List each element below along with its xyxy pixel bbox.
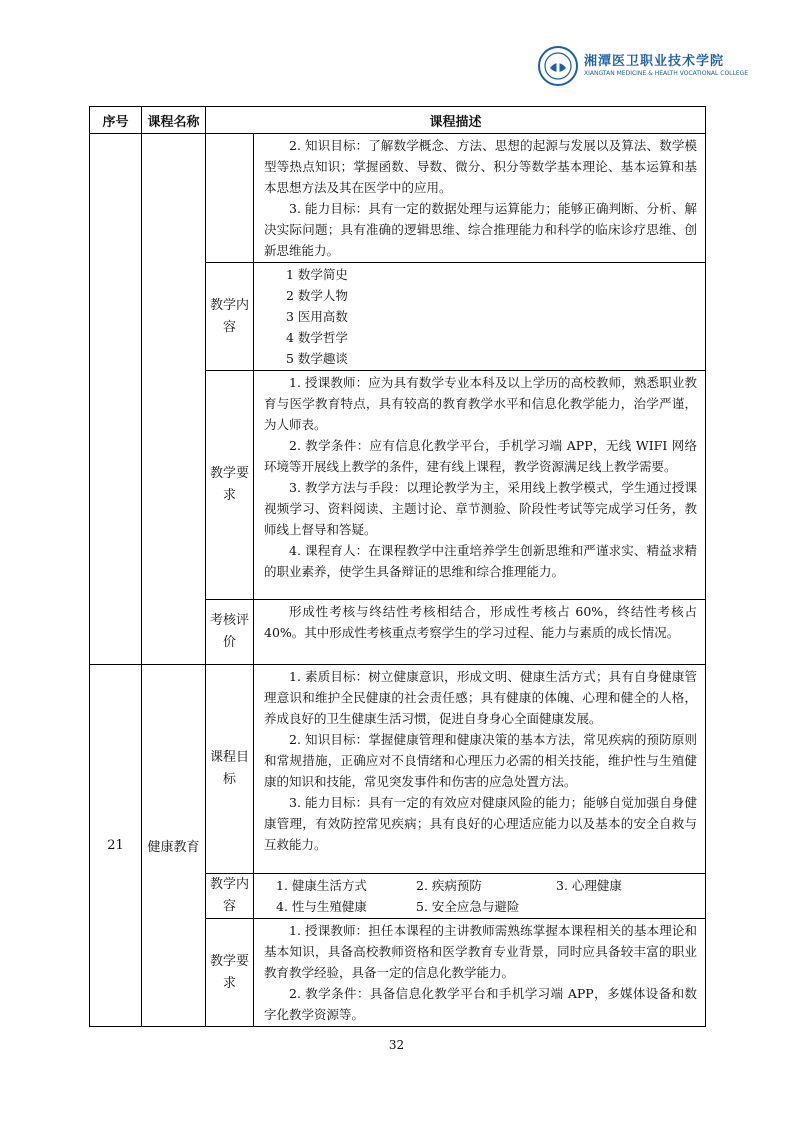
row21-req-label: 教学要求 <box>206 919 254 1027</box>
list-item: 2. 疾病预防 <box>416 878 482 893</box>
list-item: 5. 安全应急与避险 <box>416 899 520 914</box>
row20-eval-text: 形成性考核与终结性考核相结合，形成性考核占 60%，终结性考核占 40%。其中形成性考核重点考察学生的学习过程、能力与素质的成长情况。 <box>264 604 697 640</box>
row21-target <box>90 665 706 874</box>
list-item: 3. 心理健康 <box>556 878 622 893</box>
row20-target-desc <box>254 134 706 263</box>
logo-title: 湘潭医卫职业技术学院 <box>584 54 725 69</box>
row20-target <box>90 134 706 263</box>
row20-name-cell <box>142 134 206 665</box>
row20-eval-desc <box>254 600 706 665</box>
header-index: 序号 <box>90 107 142 134</box>
row20-index-cell <box>90 134 142 665</box>
row20-knowledge-target: 2. 知识目标：了解数学概念、方法、思想的起源与发展以及算法、数学模型等热点知识；掌握函数、导数、微分、积分等数学基本理论、基本运算和基本思想方法及其在医学中的应用。 <box>264 138 697 195</box>
row20-content-list <box>254 263 706 371</box>
list-item: 3. 能力目标：具有一定的有效应对健康风险的能力；能够自觉加强自身健康管理，有效防控常见疾病；具有良好的心理适应能力以及基本的安全自救与互救能力。 <box>264 795 697 852</box>
header-course-desc: 课程描述 <box>206 107 706 134</box>
row21-target-label: 课程目标 <box>206 665 254 874</box>
list-item: 4. 性与生殖健康 <box>276 899 367 914</box>
row21-content-list <box>254 874 706 919</box>
list-item: 3. 教学方法与手段：以理论教学为主，采用线上教学模式，学生通过授课视频学习、资料阅读、主题讨论、章节测验、阶段性考试等完成学习任务，教师线上督导和答疑。 <box>264 480 697 537</box>
list-item: 1. 素质目标：树立健康意识，形成文明、健康生活方式；具有自身健康管理意识和维护全民健康的社会责任感；具有健康的体魄、心理和健全的人格，养成良好的卫生健康生活习惯，促进自身身心全面健康发展。 <box>264 669 697 726</box>
college-logo <box>538 44 749 94</box>
row20-ability-target: 3. 能力目标：具有一定的数据处理与运算能力；能够正确判断、分析、解决实际问题；具有准确的逻辑思维、综合推理能力和科学的临床诊疗思维、创新思维能力。 <box>264 201 697 258</box>
row20-req-desc <box>254 371 706 600</box>
row21-req-desc <box>254 919 706 1027</box>
row21-content-label: 教学内容 <box>206 874 254 919</box>
header-course-name: 课程名称 <box>142 107 206 134</box>
list-item: 1. 授课教师：应为具有数学专业本科及以上学历的高校教师，熟悉职业教育与医学教育特点，具有较高的教育教学水平和信息化教学能力，治学严谨，为人师表。 <box>264 375 697 432</box>
list-item: 1 数学简史 <box>286 267 348 282</box>
list-item: 5 数学趣谈 <box>286 351 348 366</box>
list-item: 2. 教学条件：应有信息化教学平台，手机学习端 APP，无线 WIFI 网络环境等开展线上教学的条件，建有线上课程，教学资源满足线上教学需要。 <box>264 438 697 474</box>
list-item: 2 数学人物 <box>286 288 348 303</box>
list-item: 4. 课程育人：在课程教学中注重培养学生创新思维和严谨求实、精益求精的职业素养，使学生具备辩证的思维和综合推理能力。 <box>264 543 697 579</box>
list-item: 1. 健康生活方式 <box>276 878 367 893</box>
course-table <box>89 106 706 1027</box>
row21-target-desc <box>254 665 706 874</box>
page-number: 32 <box>388 1038 405 1052</box>
list-item: 4 数学哲学 <box>286 330 348 345</box>
logo-subtitle: XIANGTAN MEDICINE & HEALTH VOCATIONAL COLLEGE <box>584 70 749 77</box>
list-item: 1. 授课教师：担任本课程的主讲教师需熟练掌握本课程相关的基本理论和基本知识，具备高校教师资格和医学教育专业背景，同时应具备较丰富的职业教育教学经验，具备一定的信息化教学能力。 <box>264 923 697 980</box>
row20-content-label: 教学内容 <box>206 263 254 371</box>
row20-eval-label: 考核评价 <box>206 600 254 665</box>
college-emblem-icon <box>538 46 578 86</box>
list-item: 2. 知识目标：掌握健康管理和健康决策的基本方法，常见疾病的预防原则和常规措施，正确应对不良情绪和心理压力必需的相关技能，维护性与生殖健康的知识和技能，常见突发事件和伤害的应急处置方法。 <box>264 732 697 789</box>
row20-req-label: 教学要求 <box>206 371 254 600</box>
list-item: 2. 教学条件：具备信息化教学平台和手机学习端 APP，多媒体设备和数字化教学资源等。 <box>264 986 697 1022</box>
list-item: 3 医用高数 <box>286 309 348 324</box>
table-header-row <box>90 107 706 134</box>
row21-index: 21 <box>90 665 142 1027</box>
row21-course-name: 健康教育 <box>142 665 206 1027</box>
row20-target-label-cell <box>206 134 254 263</box>
